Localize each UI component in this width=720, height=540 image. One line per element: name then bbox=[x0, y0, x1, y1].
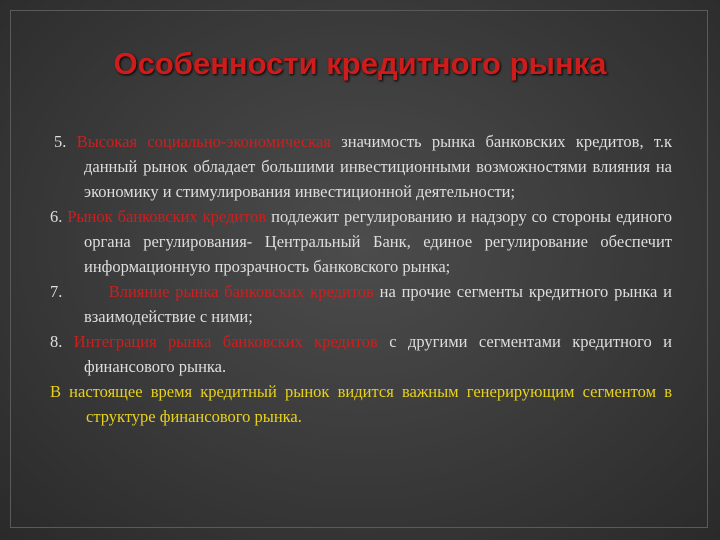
list-item-6 bbox=[50, 204, 672, 279]
list-item-text: значимость рынка банковских кредитов, т.к данный рынок обладает большими инвестиционными возможностями влияния на экономику и стимулирования инвестиционной деятельности; bbox=[84, 132, 673, 201]
list-item-text: с другими сегментами кредитного и финансового рынка. bbox=[84, 332, 673, 376]
list-item-number: 5. bbox=[54, 132, 67, 151]
slide-title: Особенности кредитного рынка bbox=[113, 46, 607, 81]
list-item-highlight: Влияние рынка банковских кредитов bbox=[108, 282, 374, 301]
list-item-number: 6. bbox=[50, 207, 63, 226]
slide-body bbox=[50, 129, 672, 429]
list-item-highlight: Интеграция рынка банковских кредитов bbox=[73, 332, 378, 351]
list-item-number: 7. bbox=[50, 282, 63, 301]
list-item-highlight: Рынок банковских кредитов bbox=[67, 207, 267, 226]
closing-statement: В настоящее время кредитный рынок видится важным генерирующим сегментом в структуре финансового рынка. bbox=[50, 382, 672, 426]
list-item-highlight: Высокая социально-экономическая bbox=[76, 132, 331, 151]
list-item-number: 8. bbox=[50, 332, 63, 351]
list-item-text: на прочие сегменты кредитного рынка и взаимодействие с ними; bbox=[84, 282, 672, 326]
list-item-8 bbox=[50, 329, 672, 379]
list-item-7 bbox=[50, 279, 672, 329]
list-item-text: подлежит регулированию и надзору со стороны единого органа регулирования- Центральный Банк, единое регулирование обеспечит информационную прозрачность банковского рынка; bbox=[84, 207, 672, 276]
list-item-5 bbox=[50, 129, 672, 204]
